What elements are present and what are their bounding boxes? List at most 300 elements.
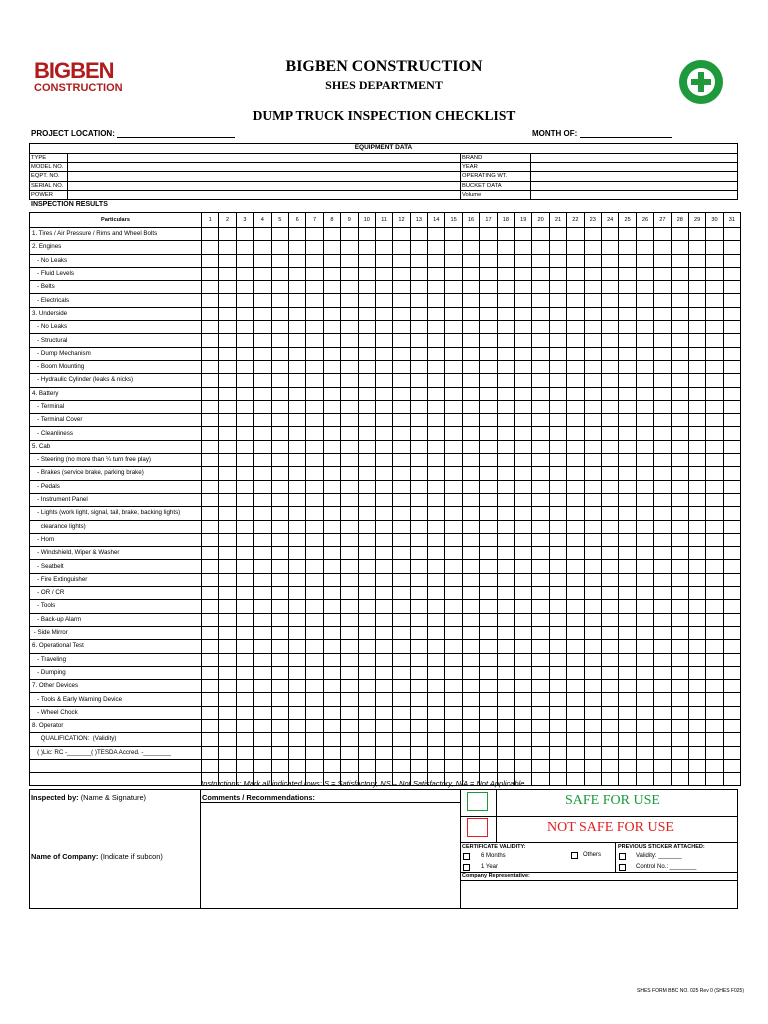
check-cell[interactable] — [688, 334, 705, 347]
check-cell[interactable] — [706, 626, 723, 639]
check-cell[interactable] — [497, 241, 514, 254]
check-cell[interactable] — [288, 334, 305, 347]
check-cell[interactable] — [462, 281, 479, 294]
check-cell[interactable] — [341, 267, 358, 280]
check-cell[interactable] — [584, 454, 601, 467]
check-cell[interactable] — [236, 414, 253, 427]
check-cell[interactable] — [515, 613, 532, 626]
check-cell[interactable] — [688, 427, 705, 440]
check-cell[interactable] — [723, 414, 740, 427]
check-cell[interactable] — [688, 560, 705, 573]
check-cell[interactable] — [410, 613, 427, 626]
check-cell[interactable] — [706, 600, 723, 613]
check-cell[interactable] — [288, 400, 305, 413]
check-cell[interactable] — [619, 640, 636, 653]
check-cell[interactable] — [202, 507, 219, 520]
check-cell[interactable] — [219, 653, 236, 666]
check-cell[interactable] — [410, 719, 427, 732]
check-cell[interactable] — [515, 241, 532, 254]
check-cell[interactable] — [567, 440, 584, 453]
check-cell[interactable] — [202, 746, 219, 759]
check-cell[interactable] — [671, 254, 688, 267]
check-cell[interactable] — [706, 400, 723, 413]
check-cell[interactable] — [219, 414, 236, 427]
check-cell[interactable] — [671, 493, 688, 506]
check-cell[interactable] — [688, 706, 705, 719]
check-cell[interactable] — [671, 374, 688, 387]
check-cell[interactable] — [584, 467, 601, 480]
check-cell[interactable] — [271, 307, 288, 320]
check-cell[interactable] — [671, 454, 688, 467]
check-cell[interactable] — [219, 626, 236, 639]
check-cell[interactable] — [706, 680, 723, 693]
check-cell[interactable] — [636, 746, 653, 759]
check-cell[interactable] — [584, 307, 601, 320]
check-cell[interactable] — [515, 294, 532, 307]
check-cell[interactable] — [375, 321, 392, 334]
check-cell[interactable] — [688, 547, 705, 560]
check-cell[interactable] — [341, 360, 358, 373]
check-cell[interactable] — [202, 267, 219, 280]
check-cell[interactable] — [549, 507, 566, 520]
check-cell[interactable] — [271, 759, 288, 772]
check-cell[interactable] — [480, 560, 497, 573]
check-cell[interactable] — [288, 680, 305, 693]
check-cell[interactable] — [271, 547, 288, 560]
check-cell[interactable] — [723, 374, 740, 387]
check-cell[interactable] — [306, 520, 323, 533]
check-cell[interactable] — [341, 733, 358, 746]
check-cell[interactable] — [567, 693, 584, 706]
check-cell[interactable] — [236, 587, 253, 600]
check-cell[interactable] — [306, 640, 323, 653]
check-cell[interactable] — [462, 653, 479, 666]
check-cell[interactable] — [358, 533, 375, 546]
check-cell[interactable] — [428, 360, 445, 373]
check-cell[interactable] — [567, 267, 584, 280]
check-cell[interactable] — [219, 281, 236, 294]
check-cell[interactable] — [254, 400, 271, 413]
check-cell[interactable] — [219, 560, 236, 573]
check-cell[interactable] — [341, 400, 358, 413]
check-cell[interactable] — [254, 374, 271, 387]
check-cell[interactable] — [462, 626, 479, 639]
check-cell[interactable] — [306, 307, 323, 320]
check-cell[interactable] — [567, 493, 584, 506]
check-cell[interactable] — [288, 360, 305, 373]
check-cell[interactable] — [271, 666, 288, 679]
check-cell[interactable] — [567, 294, 584, 307]
check-cell[interactable] — [532, 454, 549, 467]
check-cell[interactable] — [375, 467, 392, 480]
check-cell[interactable] — [567, 680, 584, 693]
check-cell[interactable] — [254, 414, 271, 427]
check-cell[interactable] — [619, 454, 636, 467]
validity-checkbox[interactable] — [619, 853, 626, 860]
not-safe-checkbox[interactable] — [467, 818, 488, 837]
check-cell[interactable] — [323, 294, 340, 307]
check-cell[interactable] — [706, 440, 723, 453]
check-cell[interactable] — [358, 587, 375, 600]
check-cell[interactable] — [462, 733, 479, 746]
check-cell[interactable] — [549, 493, 566, 506]
check-cell[interactable] — [202, 693, 219, 706]
check-cell[interactable] — [671, 267, 688, 280]
check-cell[interactable] — [219, 347, 236, 360]
check-cell[interactable] — [515, 228, 532, 241]
check-cell[interactable] — [671, 307, 688, 320]
check-cell[interactable] — [202, 427, 219, 440]
check-cell[interactable] — [584, 281, 601, 294]
check-cell[interactable] — [288, 600, 305, 613]
check-cell[interactable] — [306, 467, 323, 480]
check-cell[interactable] — [636, 281, 653, 294]
check-cell[interactable] — [654, 600, 671, 613]
check-cell[interactable] — [636, 666, 653, 679]
check-cell[interactable] — [567, 547, 584, 560]
check-cell[interactable] — [219, 254, 236, 267]
check-cell[interactable] — [236, 693, 253, 706]
check-cell[interactable] — [462, 706, 479, 719]
check-cell[interactable] — [428, 267, 445, 280]
check-cell[interactable] — [271, 387, 288, 400]
check-cell[interactable] — [428, 626, 445, 639]
equipment-field[interactable] — [531, 162, 737, 171]
check-cell[interactable] — [619, 533, 636, 546]
check-cell[interactable] — [462, 307, 479, 320]
check-cell[interactable] — [706, 693, 723, 706]
check-cell[interactable] — [236, 653, 253, 666]
check-cell[interactable] — [358, 520, 375, 533]
check-cell[interactable] — [375, 400, 392, 413]
check-cell[interactable] — [219, 573, 236, 586]
check-cell[interactable] — [636, 334, 653, 347]
check-cell[interactable] — [236, 480, 253, 493]
check-cell[interactable] — [532, 746, 549, 759]
check-cell[interactable] — [428, 759, 445, 772]
check-cell[interactable] — [636, 680, 653, 693]
check-cell[interactable] — [549, 414, 566, 427]
check-cell[interactable] — [584, 414, 601, 427]
check-cell[interactable] — [271, 334, 288, 347]
check-cell[interactable] — [532, 228, 549, 241]
check-cell[interactable] — [654, 440, 671, 453]
check-cell[interactable] — [532, 440, 549, 453]
check-cell[interactable] — [323, 613, 340, 626]
check-cell[interactable] — [358, 334, 375, 347]
check-cell[interactable] — [288, 759, 305, 772]
check-cell[interactable] — [688, 719, 705, 732]
check-cell[interactable] — [584, 573, 601, 586]
check-cell[interactable] — [497, 653, 514, 666]
check-cell[interactable] — [341, 241, 358, 254]
check-cell[interactable] — [375, 573, 392, 586]
check-cell[interactable] — [567, 587, 584, 600]
check-cell[interactable] — [567, 759, 584, 772]
check-cell[interactable] — [341, 387, 358, 400]
check-cell[interactable] — [532, 387, 549, 400]
check-cell[interactable] — [601, 360, 618, 373]
check-cell[interactable] — [723, 480, 740, 493]
check-cell[interactable] — [219, 334, 236, 347]
check-cell[interactable] — [549, 400, 566, 413]
check-cell[interactable] — [619, 746, 636, 759]
check-cell[interactable] — [462, 467, 479, 480]
check-cell[interactable] — [480, 427, 497, 440]
check-cell[interactable] — [445, 267, 462, 280]
check-cell[interactable] — [323, 414, 340, 427]
check-cell[interactable] — [671, 507, 688, 520]
check-cell[interactable] — [584, 746, 601, 759]
check-cell[interactable] — [358, 440, 375, 453]
check-cell[interactable] — [636, 706, 653, 719]
check-cell[interactable] — [323, 573, 340, 586]
check-cell[interactable] — [480, 573, 497, 586]
check-cell[interactable] — [601, 680, 618, 693]
check-cell[interactable] — [584, 719, 601, 732]
check-cell[interactable] — [219, 228, 236, 241]
check-cell[interactable] — [254, 427, 271, 440]
check-cell[interactable] — [706, 613, 723, 626]
check-cell[interactable] — [636, 587, 653, 600]
check-cell[interactable] — [271, 241, 288, 254]
check-cell[interactable] — [358, 573, 375, 586]
check-cell[interactable] — [688, 493, 705, 506]
check-cell[interactable] — [688, 666, 705, 679]
check-cell[interactable] — [567, 533, 584, 546]
check-cell[interactable] — [688, 533, 705, 546]
check-cell[interactable] — [358, 480, 375, 493]
check-cell[interactable] — [462, 414, 479, 427]
check-cell[interactable] — [462, 454, 479, 467]
check-cell[interactable] — [601, 440, 618, 453]
check-cell[interactable] — [532, 587, 549, 600]
check-cell[interactable] — [549, 693, 566, 706]
check-cell[interactable] — [532, 254, 549, 267]
check-cell[interactable] — [636, 773, 653, 786]
check-cell[interactable] — [410, 400, 427, 413]
check-cell[interactable] — [358, 374, 375, 387]
check-cell[interactable] — [549, 520, 566, 533]
check-cell[interactable] — [254, 254, 271, 267]
check-cell[interactable] — [341, 507, 358, 520]
check-cell[interactable] — [202, 719, 219, 732]
check-cell[interactable] — [375, 427, 392, 440]
check-cell[interactable] — [271, 454, 288, 467]
check-cell[interactable] — [532, 613, 549, 626]
check-cell[interactable] — [619, 281, 636, 294]
check-cell[interactable] — [567, 507, 584, 520]
check-cell[interactable] — [445, 254, 462, 267]
check-cell[interactable] — [393, 347, 410, 360]
check-cell[interactable] — [341, 307, 358, 320]
check-cell[interactable] — [219, 587, 236, 600]
check-cell[interactable] — [532, 533, 549, 546]
check-cell[interactable] — [688, 281, 705, 294]
check-cell[interactable] — [497, 228, 514, 241]
check-cell[interactable] — [375, 254, 392, 267]
check-cell[interactable] — [601, 733, 618, 746]
check-cell[interactable] — [723, 666, 740, 679]
check-cell[interactable] — [288, 587, 305, 600]
check-cell[interactable] — [636, 520, 653, 533]
check-cell[interactable] — [567, 600, 584, 613]
check-cell[interactable] — [462, 294, 479, 307]
check-cell[interactable] — [202, 613, 219, 626]
check-cell[interactable] — [236, 228, 253, 241]
check-cell[interactable] — [515, 493, 532, 506]
check-cell[interactable] — [723, 281, 740, 294]
check-cell[interactable] — [375, 507, 392, 520]
check-cell[interactable] — [236, 454, 253, 467]
check-cell[interactable] — [219, 360, 236, 373]
check-cell[interactable] — [706, 414, 723, 427]
check-cell[interactable] — [515, 360, 532, 373]
check-cell[interactable] — [671, 759, 688, 772]
check-cell[interactable] — [480, 520, 497, 533]
check-cell[interactable] — [219, 666, 236, 679]
check-cell[interactable] — [410, 334, 427, 347]
check-cell[interactable] — [567, 427, 584, 440]
check-cell[interactable] — [219, 547, 236, 560]
check-cell[interactable] — [706, 653, 723, 666]
check-cell[interactable] — [671, 666, 688, 679]
check-cell[interactable] — [671, 400, 688, 413]
check-cell[interactable] — [497, 387, 514, 400]
check-cell[interactable] — [393, 387, 410, 400]
check-cell[interactable] — [706, 573, 723, 586]
check-cell[interactable] — [202, 759, 219, 772]
check-cell[interactable] — [202, 520, 219, 533]
check-cell[interactable] — [636, 360, 653, 373]
check-cell[interactable] — [497, 533, 514, 546]
check-cell[interactable] — [375, 347, 392, 360]
check-cell[interactable] — [497, 573, 514, 586]
check-cell[interactable] — [323, 680, 340, 693]
check-cell[interactable] — [706, 560, 723, 573]
check-cell[interactable] — [497, 680, 514, 693]
check-cell[interactable] — [462, 254, 479, 267]
check-cell[interactable] — [688, 640, 705, 653]
check-cell[interactable] — [306, 547, 323, 560]
check-cell[interactable] — [619, 321, 636, 334]
check-cell[interactable] — [341, 706, 358, 719]
check-cell[interactable] — [619, 733, 636, 746]
check-cell[interactable] — [723, 267, 740, 280]
check-cell[interactable] — [358, 493, 375, 506]
check-cell[interactable] — [584, 547, 601, 560]
check-cell[interactable] — [323, 400, 340, 413]
check-cell[interactable] — [584, 733, 601, 746]
check-cell[interactable] — [654, 360, 671, 373]
check-cell[interactable] — [567, 321, 584, 334]
check-cell[interactable] — [358, 600, 375, 613]
check-cell[interactable] — [410, 254, 427, 267]
check-cell[interactable] — [375, 587, 392, 600]
check-cell[interactable] — [358, 454, 375, 467]
check-cell[interactable] — [428, 733, 445, 746]
check-cell[interactable] — [462, 560, 479, 573]
check-cell[interactable] — [341, 254, 358, 267]
check-cell[interactable] — [567, 706, 584, 719]
check-cell[interactable] — [410, 507, 427, 520]
check-cell[interactable] — [358, 693, 375, 706]
check-cell[interactable] — [358, 613, 375, 626]
check-cell[interactable] — [688, 347, 705, 360]
check-cell[interactable] — [202, 374, 219, 387]
check-cell[interactable] — [254, 693, 271, 706]
check-cell[interactable] — [219, 719, 236, 732]
check-cell[interactable] — [323, 254, 340, 267]
check-cell[interactable] — [236, 666, 253, 679]
check-cell[interactable] — [375, 334, 392, 347]
check-cell[interactable] — [306, 347, 323, 360]
check-cell[interactable] — [636, 307, 653, 320]
check-cell[interactable] — [202, 360, 219, 373]
check-cell[interactable] — [323, 719, 340, 732]
check-cell[interactable] — [410, 520, 427, 533]
check-cell[interactable] — [288, 427, 305, 440]
check-cell[interactable] — [619, 759, 636, 772]
check-cell[interactable] — [288, 520, 305, 533]
check-cell[interactable] — [428, 573, 445, 586]
check-cell[interactable] — [288, 254, 305, 267]
check-cell[interactable] — [497, 507, 514, 520]
check-cell[interactable] — [619, 693, 636, 706]
check-cell[interactable] — [410, 587, 427, 600]
check-cell[interactable] — [515, 733, 532, 746]
check-cell[interactable] — [636, 228, 653, 241]
check-cell[interactable] — [549, 267, 566, 280]
check-cell[interactable] — [706, 733, 723, 746]
check-cell[interactable] — [567, 228, 584, 241]
check-cell[interactable] — [480, 480, 497, 493]
check-cell[interactable] — [306, 267, 323, 280]
check-cell[interactable] — [532, 706, 549, 719]
check-cell[interactable] — [497, 294, 514, 307]
check-cell[interactable] — [671, 626, 688, 639]
check-cell[interactable] — [480, 400, 497, 413]
project-location-field[interactable] — [117, 129, 235, 138]
check-cell[interactable] — [202, 626, 219, 639]
check-cell[interactable] — [202, 533, 219, 546]
check-cell[interactable] — [480, 347, 497, 360]
check-cell[interactable] — [219, 533, 236, 546]
check-cell[interactable] — [497, 374, 514, 387]
check-cell[interactable] — [636, 321, 653, 334]
check-cell[interactable] — [567, 666, 584, 679]
check-cell[interactable] — [654, 680, 671, 693]
check-cell[interactable] — [567, 520, 584, 533]
check-cell[interactable] — [271, 600, 288, 613]
check-cell[interactable] — [306, 360, 323, 373]
check-cell[interactable] — [532, 427, 549, 440]
check-cell[interactable] — [375, 560, 392, 573]
check-cell[interactable] — [445, 719, 462, 732]
check-cell[interactable] — [515, 507, 532, 520]
check-cell[interactable] — [549, 547, 566, 560]
check-cell[interactable] — [654, 613, 671, 626]
check-cell[interactable] — [410, 746, 427, 759]
check-cell[interactable] — [393, 307, 410, 320]
check-cell[interactable] — [393, 746, 410, 759]
check-cell[interactable] — [654, 281, 671, 294]
check-cell[interactable] — [515, 600, 532, 613]
check-cell[interactable] — [410, 547, 427, 560]
check-cell[interactable] — [236, 613, 253, 626]
check-cell[interactable] — [410, 653, 427, 666]
check-cell[interactable] — [375, 719, 392, 732]
